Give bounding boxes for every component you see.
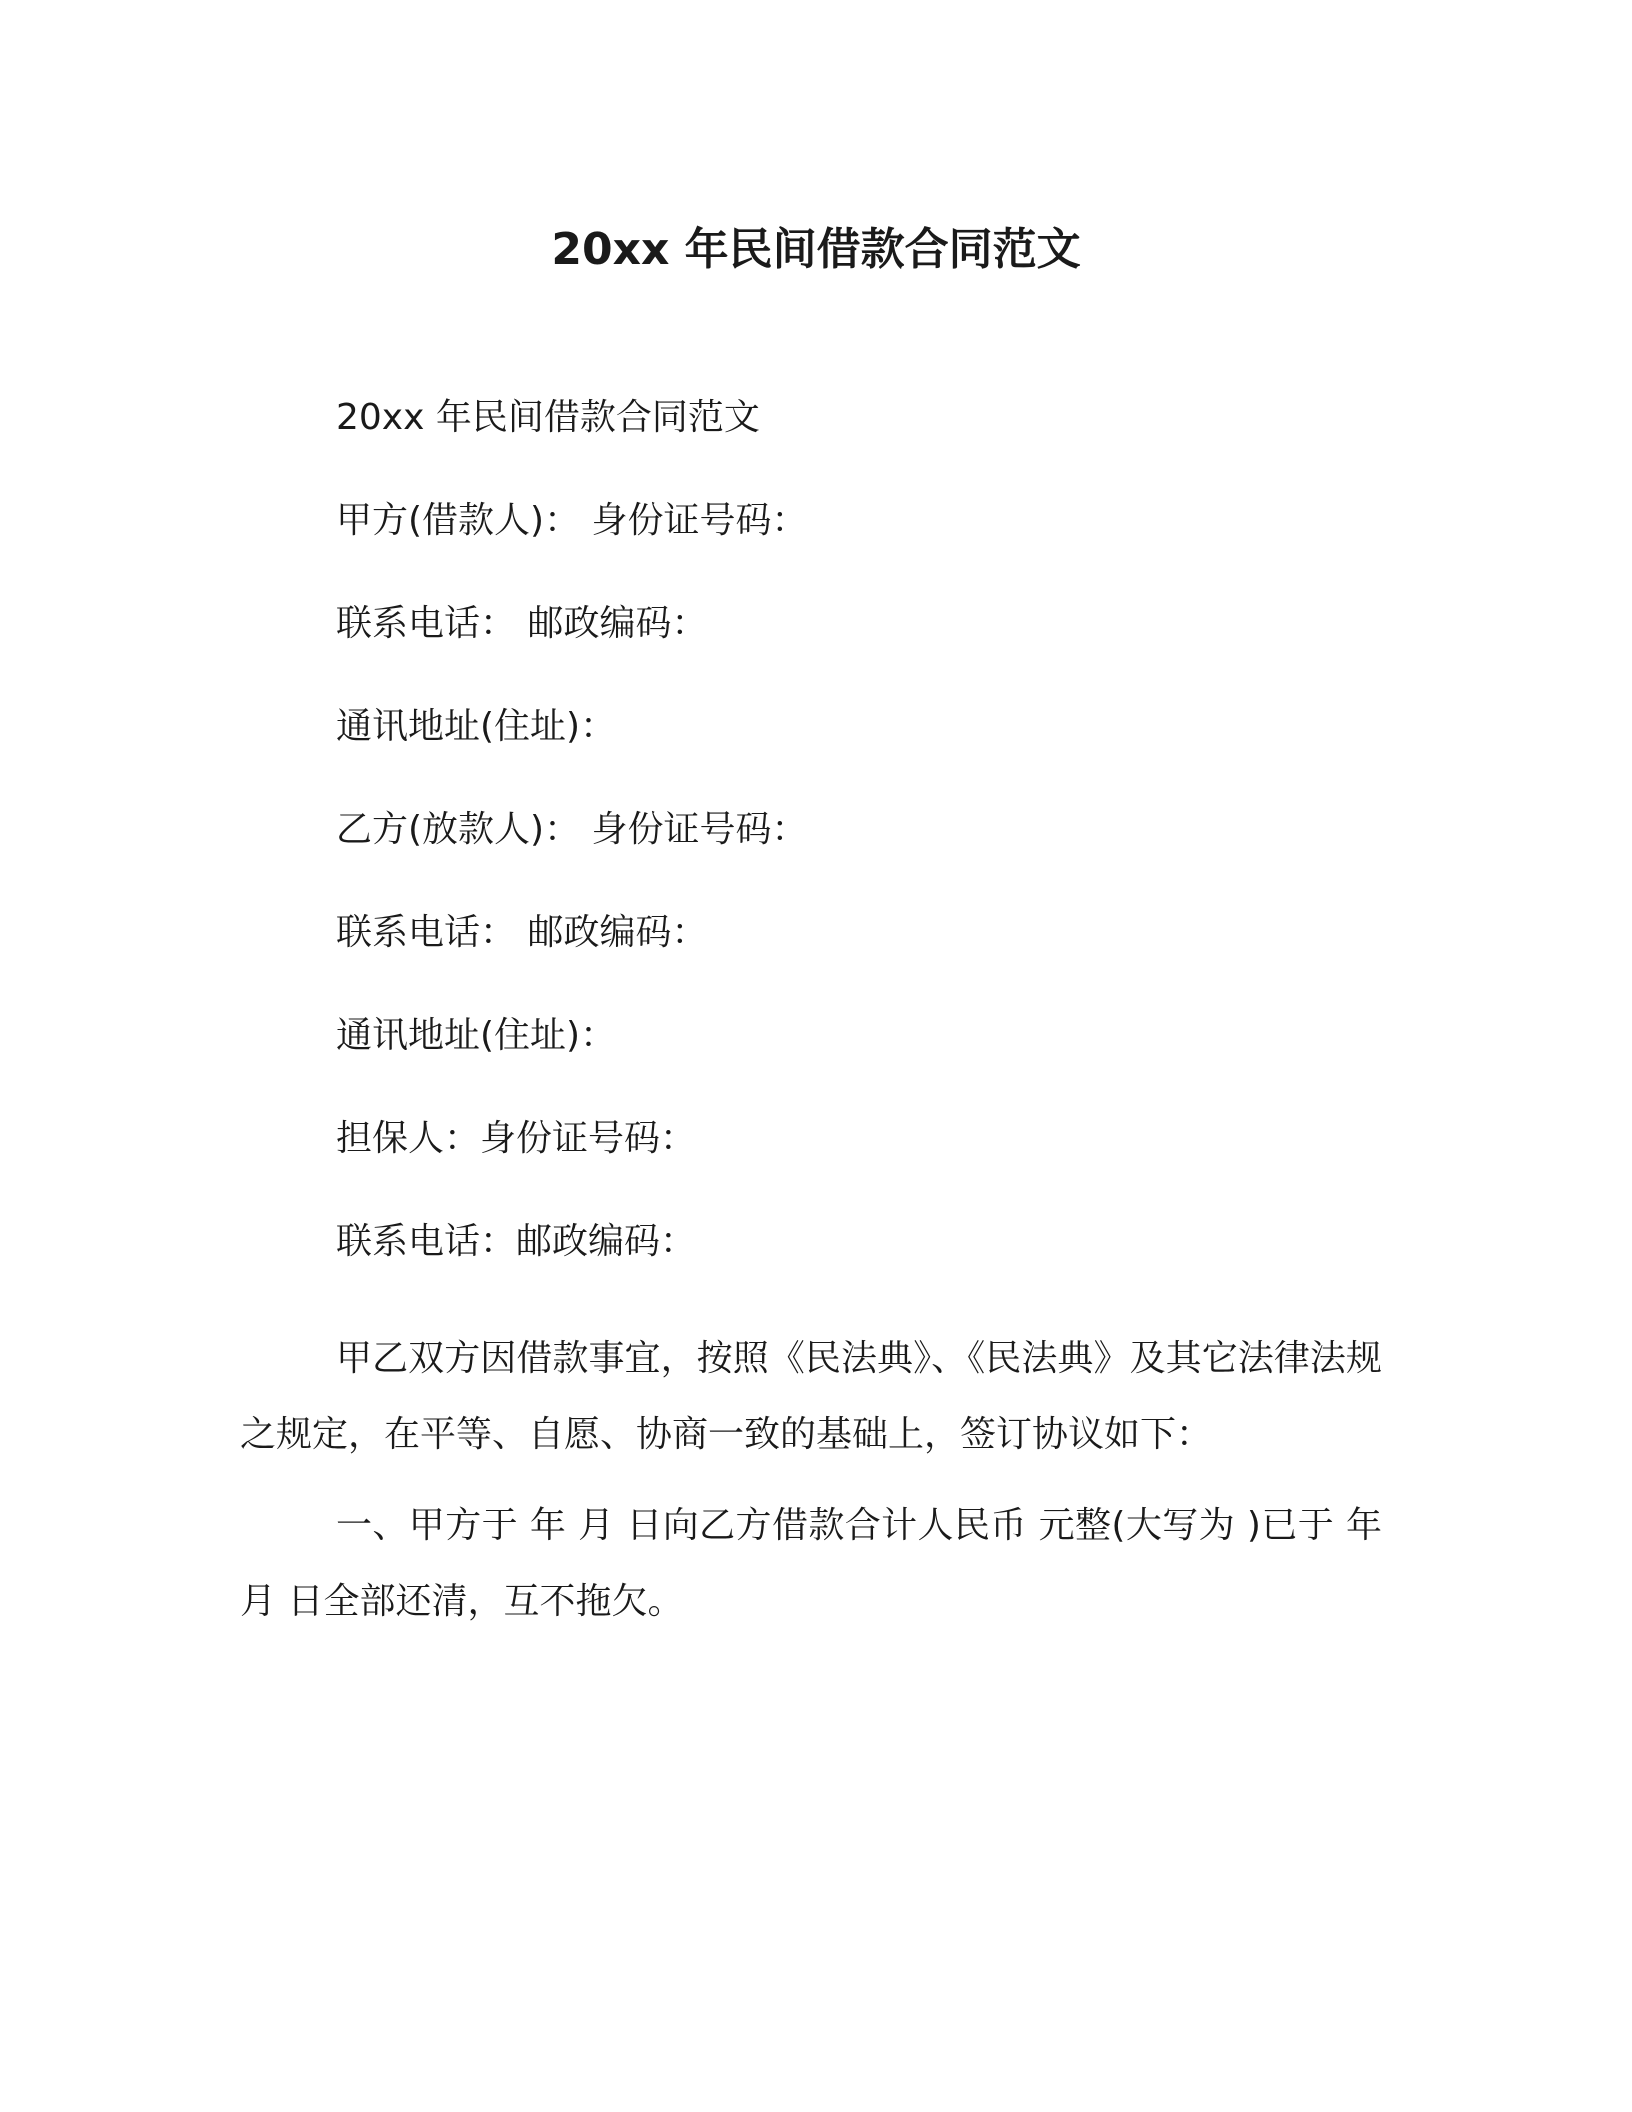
guarantor-contact: 联系电话：邮政编码： <box>336 1221 697 1262</box>
document-title: 20xx 年民间借款合同范文 <box>551 224 1081 275</box>
clause-1-paragraph: 一、甲方于 年 月 日向乙方借款合计人民币 元整(大写为 )已于 年月 日全部还清，互不拖欠。 <box>240 1505 1382 1622</box>
document-body <box>240 394 1382 1655</box>
party-a-header: 甲方(借款人)： 身份证号码： <box>336 500 808 541</box>
party-b-address: 通讯地址(住址)： <box>336 1015 617 1056</box>
party-b-contact: 联系电话： 邮政编码： <box>336 912 708 953</box>
party-a-address: 通讯地址(住址)： <box>336 706 617 747</box>
party-a-contact: 联系电话： 邮政编码： <box>336 603 708 644</box>
guarantor-header: 担保人：身份证号码： <box>336 1118 697 1159</box>
subtitle-line: 20xx 年民间借款合同范文 <box>336 397 760 438</box>
intro-paragraph: 甲乙双方因借款事宜，按照《民法典》、《民法典》及其它法律法规之规定，在平等、自愿、协商一致的基础上，签订协议如下： <box>240 1338 1382 1455</box>
party-b-header: 乙方(放款人)： 身份证号码： <box>336 809 808 850</box>
